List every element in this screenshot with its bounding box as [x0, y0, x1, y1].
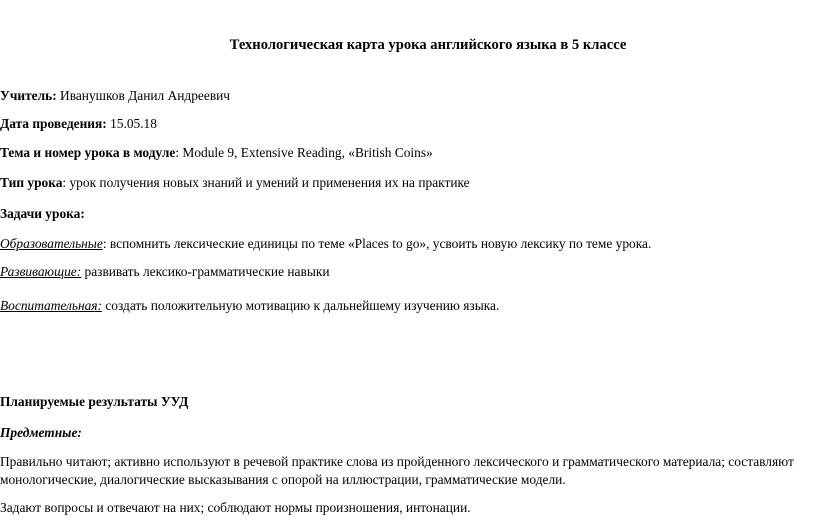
task-educational-value: : вспомнить лексические единицы по теме «Places to go», усвоить новую лексику по теме урока.	[102, 236, 652, 251]
subject-text-line-3: Задают вопросы и отвечают на них; соблюдают нормы произношения, интонации.	[0, 500, 471, 515]
task-upbringing-label: Воспитательная:	[0, 298, 102, 313]
topic-label: Тема и номер урока в модуле	[0, 145, 176, 160]
document-title: Технологическая карта урока английского языка в 5 классе	[229, 37, 627, 53]
teacher-label: Учитель:	[0, 88, 57, 103]
tasks-heading: Задачи урока:	[0, 206, 85, 221]
date-label: Дата проведения:	[0, 116, 107, 131]
lesson-type-label: Тип урока	[0, 175, 63, 190]
topic-line	[0, 145, 433, 161]
subject-text-line-2: монологические, диалогические высказывания с опорой на иллюстрации, грамматические модели.	[0, 472, 566, 487]
task-upbringing	[0, 298, 499, 314]
date-value: 15.05.18	[106, 116, 157, 131]
teacher-value: Иванушков Данил Андреевич	[56, 88, 231, 103]
task-developing	[0, 264, 330, 280]
task-educational	[0, 236, 651, 252]
subject-text-line-1: Правильно читают; активно используют в речевой практике слова из пройденного лексического и грамматического материала; составляют	[0, 454, 794, 469]
task-developing-label: Развивающие:	[0, 264, 82, 279]
results-heading: Планируемые результаты УУД	[0, 394, 189, 409]
task-developing-value: развивать лексико-грамматические навыки	[81, 264, 330, 279]
task-educational-label: Образовательные	[0, 236, 103, 251]
teacher-line	[0, 88, 230, 104]
lesson-type-value: : урок получения новых знаний и умений и применения их на практике	[62, 175, 470, 190]
topic-value: : Module 9, Extensive Reading, «British Coins»	[175, 145, 433, 160]
task-upbringing-value: создать положительную мотивацию к дальнейшему изучению языка.	[101, 298, 500, 313]
subject-heading: Предметные:	[0, 425, 82, 440]
lesson-type-line	[0, 175, 470, 191]
date-line	[0, 116, 157, 132]
